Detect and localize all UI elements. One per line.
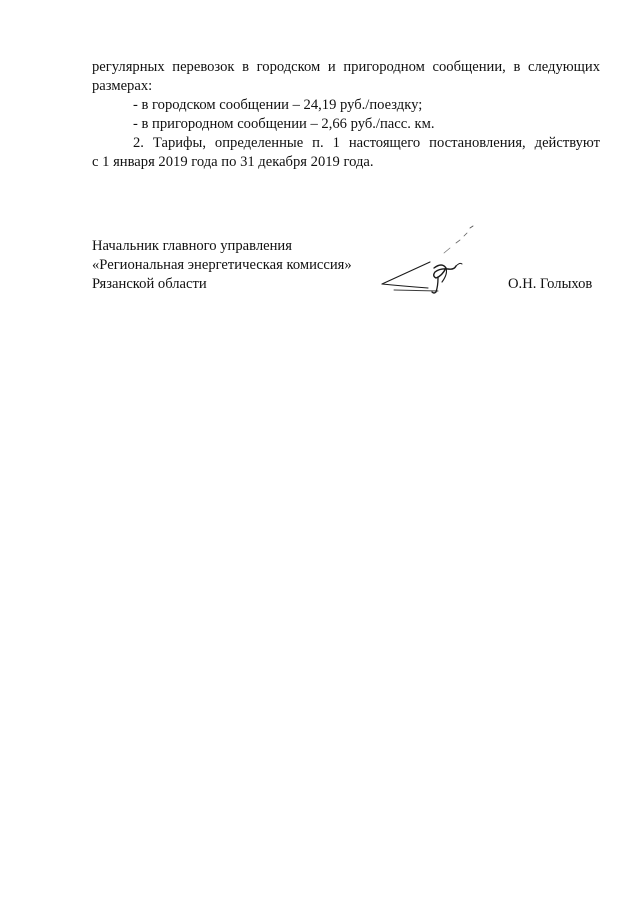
signatory-title-block (92, 237, 352, 294)
paragraph-2-line-2: с 1 января 2019 года по 31 декабря 2019 года. (92, 154, 374, 170)
paragraph-1-line-2: размерах: (92, 78, 153, 94)
handwritten-signature-icon (372, 222, 484, 300)
list-item-suburban-tariff: - в пригородном сообщении – 2,66 руб./пасс. км. (133, 116, 435, 132)
paragraph-2-line-1: 2. Тарифы, определенные п. 1 настоящего постановления, действуют (133, 135, 600, 151)
signatory-title-line-1: Начальник главного управления (92, 238, 292, 254)
signatory-title-line-2: «Региональная энергетическая комиссия» (92, 257, 352, 273)
signatory-title-line-3: Рязанской области (92, 276, 207, 292)
document-body (92, 58, 600, 172)
signatory-name: О.Н. Голыхов (508, 276, 593, 292)
list-item-city-tariff: - в городском сообщении – 24,19 руб./поездку; (133, 97, 423, 113)
paragraph-1-line-1: регулярных перевозок в городском и пригородном сообщении, в следующих (92, 59, 600, 75)
